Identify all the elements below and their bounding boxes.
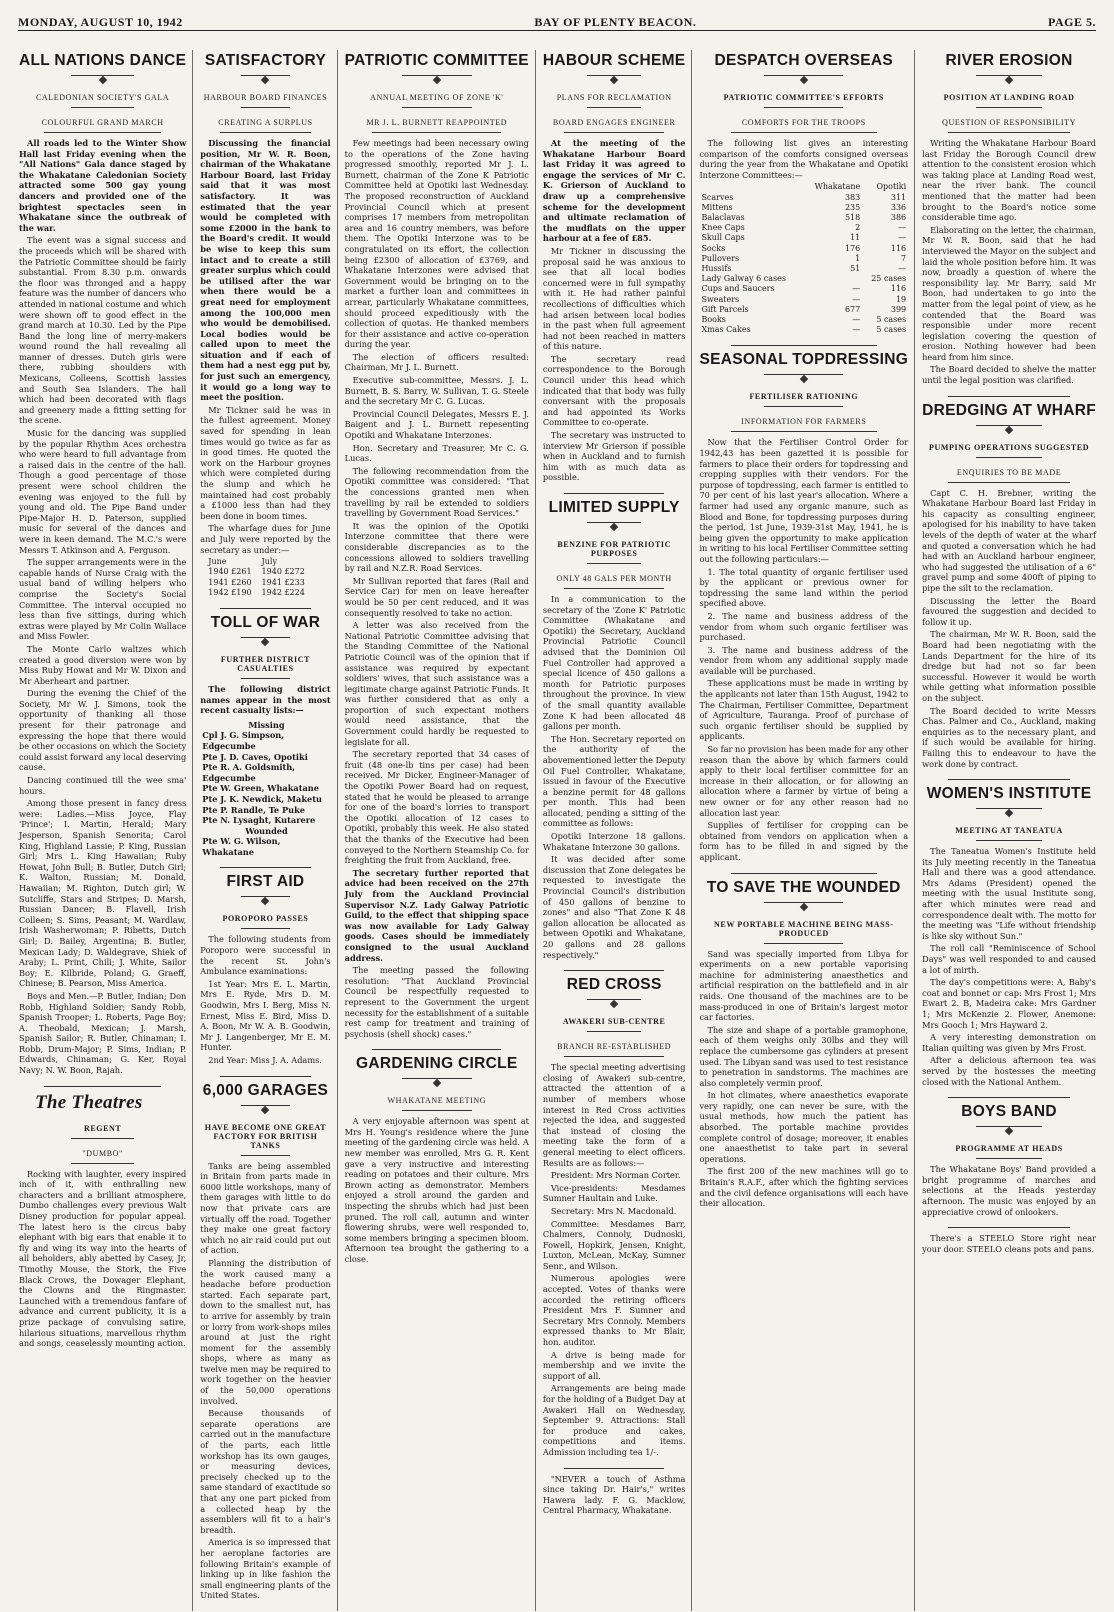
subheading: CALEDONIAN SOCIETY'S GALA — [35, 93, 170, 102]
cell: — — [852, 325, 861, 335]
cell: 518 — [844, 212, 861, 222]
cell: 383 — [844, 192, 861, 202]
paragraph: The first 200 of the new machines will go to Britain's R.A.F., after which the fighting services and the civil defence organisations will each have their allocation. — [699, 1166, 909, 1209]
article-red-cross — [543, 976, 686, 1457]
list-caption: Missing — [248, 719, 285, 730]
cell: Sweaters — [701, 294, 740, 304]
list-item: Pte J. D. Caves, Opotiki — [202, 751, 308, 762]
subheading: COLOURFUL GRAND MARCH — [41, 118, 164, 127]
cell: 11 — [850, 233, 861, 243]
paragraph: Mr Tickner in discussing the proposal said he was anxious to see that all local bodies concerned were in full sympathy with it. He had rather painful recollections of difficulties which had arisen between local bodies in the past when full agreement had not been reached in matters of this nature. — [542, 245, 686, 352]
subheading: BRANCH RE-ESTABLISHED — [557, 1042, 672, 1052]
paragraph: It was decided after some discussion that Zone delegates be requested to investigate the Provincial Council's distribution of 450 gallons of benzine to zones" and also "That Zone K 48 gallon allocation be allocated as between Opotiki and Whakatane, 20 gallons and 28 gallons respectively." — [542, 854, 686, 960]
cell: 5 cases — [876, 315, 907, 325]
headline: GARDENING CIRCLE — [356, 1055, 518, 1073]
headline: FIRST AID — [226, 873, 305, 891]
paragraph: Sand was specially imported from Libya for experiments on a new portable vaporising machine for administering anaesthetics and artificial respiration on the battlefield and in air raids. One thousand of the machines are to be mass-produced in one of Britain's largest motor car factories. — [699, 948, 909, 1023]
cell: Knee Caps — [701, 223, 745, 233]
article-theatres — [19, 1092, 186, 1349]
paragraph: 1. The total quantity of organic fertiliser used by the applicant or previous owner for topdressing the same land within the period specified above. — [699, 566, 909, 609]
paragraph: The event was a signal success and the proceeds which will be shared with the Patriotic Committee should be fairly substantial. From 8.30 p.m. onwards the floor was thronged and a happy feature was the number of dancers who attended in national costume and which were shown off to good effect in the grand march at 10.30. Led by the Pipe Band the long line of merry-makers wound round the hall revealing all manner of dresses. Dutch girls were there, rubbing shoulders with Mexicans, Colleens, Scottish lassies and South Sea Islanders. The hall which had been decorated with flags and greenery made a fitting setting for the scene. — [19, 235, 187, 426]
cell: 7 — [901, 253, 907, 263]
table-row — [699, 274, 908, 284]
article-toll-of-war — [200, 614, 330, 858]
paragraph: Tanks are being assembled in Britain from parts made in 6000 little workshops, many of them garages with little to do now that private cars are virtually off the road. Together they make one great factory which no air raid could put out of action. — [200, 1160, 331, 1256]
article-limited-supply — [543, 499, 686, 960]
cell: 5 cases — [876, 325, 907, 335]
article-despatch-overseas — [699, 52, 908, 335]
paragraph: Capt C. H. Brebner, writing the Whakatane Harbour Board last Friday in his capacity as consulting engineer, apologised for his inability to have taken levels of the depth of water at the wharf and quoted a conversation which he had had with an Auckland harbour engineer, who had suggested the utilisation of a 6" gravel pump and some 400ft of piping to pipe the silt to the reclamation. — [922, 487, 1096, 593]
table-row — [699, 315, 908, 325]
cell: 116 — [890, 243, 907, 253]
table-row — [699, 284, 908, 294]
list-item: Pte W. G. Wilson, Whakatane — [202, 836, 281, 857]
cell: Skull Caps — [701, 233, 745, 243]
column-1 — [12, 50, 193, 1611]
subheading: ANNUAL MEETING OF ZONE 'K' — [370, 93, 504, 102]
table-row — [699, 233, 908, 243]
table-row — [699, 295, 908, 305]
paragraph: Mr Sullivan reported that fares (Rail and Service Car) for men on leave hereafter would be 50 per cent reduced, and it was consequently resolved to take no action. — [344, 575, 529, 618]
paragraph: At the meeting of the Whakatane Harbour Board last Friday it was agreed to engage the services of Mr C. K. Grierson of Auckland to draw up a comprehensive scheme for the development and ultimate reclamation of the mudflats on the upper harbour at a fee of £85. — [542, 138, 686, 244]
paragraph: Hon. Secretary and Treasurer, Mr C. G. Lucas. — [344, 442, 529, 464]
article-satisfactory — [200, 52, 330, 598]
subheading: PLANS FOR RECLAMATION — [556, 93, 672, 102]
column-4 — [536, 50, 693, 1611]
paragraph: The secretary further reported that advice had been received on the 27th July from the Auckland Provincial Supervisor N.Z. Lady Galway Patriotic Guild, to the effect that shipping space was now available for Lady Galway goods. Cases should be immediately consigned to the usual Auckland address. — [344, 867, 529, 963]
headline: The Theatres — [35, 1091, 143, 1113]
paragraph: Writing the Whakatane Harbour Board last Friday the Borough Council drew attention to the consistent erosion which was taking place at Landing Road west, near the river bank. The council mentioned that the matter had been brought to the Board's notice some considerable time ago. — [922, 138, 1096, 223]
paragraph: Few meetings had been necessary owing to the operations of the Zone having progressed smoothly, reported Mr J. L. Burnett, chairman of the Zone K Patriotic Committee held at Opotiki last Wednesday. The proposed reconstruction of Auckland Provincial Council which at present comprises 17 members from metropolitan area and 16 country members, was before them. The Opotiki Interzone was to be congratulated on its effort, the collection being £2300 of allocation of £3769, and Whakatane Interzones were advised that Government would be bringing on to the market a further loan and committees in arrear, particularly Whakatane committees, should proceed expeditiously with the collection of quotas. He thanked members for their assistance and active co-operation during the year. — [344, 138, 529, 350]
article-boys-band — [922, 1103, 1096, 1217]
paragraph: A letter was also received from the National Patriotic Committee advising that the Standing Committee of the National Patriotic Council was of the opinion that if assistance was required by expectant soldiers' wives, that such assistance was a legitimate charge against Patriotic Funds. It was further considered that as only a proportion of such expectant mothers would need assistance, that the Government could hardly be requested to legislate for all. — [344, 620, 529, 747]
subheading: COMFORTS FOR THE TROOPS — [741, 118, 866, 127]
article-garages — [200, 1082, 330, 1601]
wharfage-table — [208, 557, 315, 598]
paragraph: The election of officers resulted: Chairman, Mr J. L. Burnett. — [344, 351, 529, 373]
cell: Socks — [701, 243, 726, 253]
table-row — [699, 254, 908, 264]
cell: 1940 £261 — [208, 567, 252, 577]
paragraph: Planning the distribution of the work caused many a headache before production started. Each separate part, down to the smallest nut, has to arrive for assembly by train or lorry from work-shops miles around at just the right moment for the assembly shops, where as many as twelve men may be required to work together on the heavier of the 50,000 operations involved. — [200, 1257, 331, 1406]
steelo-advert: There's a STEELO Store right near your door. STEELO cleans pots and pans. — [922, 1233, 1096, 1254]
paragraph: Supplies of fertiliser for cropping can be obtained from vendors on application when a form has to be filled in and signed by the applicant. — [699, 820, 909, 862]
paragraph: After a delicious afternoon tea was served by the hostesses the meeting closed with the National Anthem. — [922, 1055, 1096, 1087]
paragraph: A drive is being made for membership and we invite the support of all. — [542, 1349, 686, 1381]
subheading: FERTILISER RATIONING — [749, 392, 859, 402]
paragraph: President: Mrs Norman Corter. — [550, 1170, 681, 1181]
paragraph: The following students from Poroporo were successful in the recent St. John's Ambulance examinations: — [200, 934, 331, 977]
subheading: WHAKATANE MEETING — [387, 1096, 487, 1106]
paragraph: The following recommendation from the Opotiki committee was considered: "That the concessions granted men when travelling by rail be extended to soldiers travelling by Government Road Services." — [344, 465, 529, 519]
subheading: REGENT — [83, 1123, 122, 1133]
subheading: ENQUIRIES TO BE MADE — [956, 467, 1062, 477]
cell: 51 — [850, 264, 861, 273]
cell: Cups and Saucers — [701, 284, 775, 294]
article-first-aid — [200, 873, 330, 1065]
asthma-advert: "NEVER a touch of Asthma since taking Dr. Hair's," writes Hawera lady. F. G. Macklow, Central Pharmacy, Whakatane. — [542, 1473, 686, 1516]
list-caption: Wounded — [245, 825, 288, 836]
cell: 1941 £233 — [261, 577, 305, 587]
cell: — — [898, 264, 907, 273]
cell: 2 — [855, 223, 861, 233]
paragraph: 1st Year: Mrs E. L. Martin, Mrs E. Ryde, Mrs D. M. Goodwin, Mrs I. Berg, Miss N. Ernest, Miss E. Bird, Miss D. A. Boon, Mr W. A. B. Goodwin, Mr J. Langenberger, Mr E. M. Hunter. — [200, 978, 331, 1053]
article-patriotic-committee — [345, 52, 529, 1039]
column-3 — [338, 50, 536, 1611]
headline: RIVER EROSION — [945, 52, 1073, 69]
subheading: PATRIOTIC COMMITTEE'S EFFORTS — [723, 93, 884, 102]
cell: 1942 £224 — [261, 587, 305, 597]
cell: 311 — [890, 192, 907, 202]
subheading: HARBOUR BOARD FINANCES — [203, 93, 328, 102]
subheading: BOARD ENGAGES ENGINEER — [552, 118, 676, 127]
cell: Mittens — [701, 202, 733, 212]
subheading: MEETING AT TANEATUA — [955, 826, 1063, 836]
cell: 336 — [890, 202, 907, 212]
subheading: AWAKERI SUB-CENTRE — [562, 1017, 666, 1027]
paragraph: Opotiki Interzone 18 gallons. Whakatane Interzone 30 gallons. — [542, 831, 686, 852]
paragraph: Discussing the financial position, Mr W. R. Boon, chairman of the Whakatane Harbour Board, last Friday said that it was most satisfactory. It was estimated that the year would be completed with some £2000 in the bank to the Board's credit. It would be wise to keep this sum intact and to create a still greater surplus which could be utilised after the war when there would be a great need for employment among the 100,000 men who would be demobilised. Local bodies would be called upon to meet the situation and if each of them had a nest egg put by, for just such an emergency, it would go a long way to meet the position. — [200, 138, 331, 403]
table-row — [699, 213, 908, 223]
subheading: POSITION AT LANDING ROAD — [943, 93, 1075, 102]
cell: 1940 £272 — [261, 567, 305, 577]
paragraph: All roads led to the Winter Show Hall last Friday evening when the "All Nations" Gala dance staged by the Whakatane Caledonian Society attracted some 500 gay young dancers and provided one of the brightest spectacles seen in Whakatane since the outbreak of the war. — [19, 138, 187, 233]
subheading: HAVE BECOME ONE GREAT FACTORY FOR BRITISH TANKS — [204, 1122, 327, 1150]
cell — [804, 274, 863, 284]
paragraph: The chairman, Mr W. R. Boon, said the Board had been negotiating with the Lands Department for the hire of its dredge but had not so far been successful. However it would be worth while getting what information possible on the subject. — [922, 629, 1096, 703]
table-row — [699, 244, 908, 254]
headline: TOLL OF WAR — [210, 613, 321, 631]
cell: 1941 £260 — [208, 577, 252, 587]
paragraph: Boys and Men.—P. Butler, Indian; Don Robb, Highland Soldier; Sandy Robb, Spanish Trooper; L. Roberts, Page Boy; A. Theobald, Mexican; J. Marsh, Spanish Sailor; R. Butler, Chinaman; I. Robb, Drum-Major; P. Sims, Indian; P. Edwards, Chinaman; G. Ker, Royal Navy; N. W. Boon, Rajah. — [19, 990, 187, 1076]
subheading: CREATING A SURPLUS — [218, 118, 313, 127]
paragraph: The day's competitions were: A, Baby's coat and bonnet or cap: Mrs Frost 1; Mrs Ewart 2. B, Madeira cake: Mrs Gardner 1; Mrs McKenzie 2. Flower, Anemone: Mrs Gooch 1; Mrs Hayward 2. — [922, 977, 1096, 1030]
list-item: Pte P. Randle, Te Puke — [202, 804, 305, 815]
subheading: PUMPING OPERATIONS SUGGESTED — [928, 442, 1090, 452]
paragraph: The supper arrangements were in the capable hands of Nurse Craig with the usual band of willing helpers who comprise the Society's Social Committee. The interval occupied no less than five sittings, during which extras were played by Mr Colin Wallace and Miss Fowler. — [19, 557, 187, 642]
article-seasonal-topdressing — [699, 351, 908, 862]
paragraph: The Hon. Secretary reported on the authority of the abovementioned letter the Deputy Oil Fuel Controller, Whakatane, issued in favour of the Executive a benzine permit for 48 gallons per month. This had been allocated, pending a sitting of the committee as follows: — [542, 733, 686, 829]
paragraph: Among those present in fancy dress were: Ladies.—Miss Joyce, Flay 'Prince'; I. Martin, Herald; Mary Jesperson, Spanish Senorita; Carol King, Highland Lassie; P. King, Russian Girl; Mrs L. King Hawaiian; Ruby Howat, John Bull; B. Butler, Dutch Girl; K. Walton, Russian; M. Donald, Hawaiian; M. Righton, Dutch girl; W. Sutcliffe, Stars and Stripes; D. Marsh, Russian Dancer; B. Flavell, Irish Colleen; S. Sims, Peasant; M. Wardlaw, Irish Washerwoman; P. Ribetts, Dutch Girl; D. Bailey, Argentina; B. Butler, Mexican Lady; D. Waldegrave, Shiek of Araby; L. Print, Chili; J. White, Sailor Boy; E. Kilbride, Poland; G. Graeff, Chinese; B. Pearson, Miss America. — [19, 798, 187, 989]
headline: BOYS BAND — [961, 1103, 1057, 1121]
subheading: QUESTION OF RESPONSIBILITY — [942, 118, 1076, 127]
paragraph: 2. The name and business address of the vendor from whom such organic fertiliser was purchased. — [699, 610, 909, 643]
cell: Books — [701, 315, 726, 325]
paragraph: Music for the dancing was supplied by the popular Rhythm Aces orchestra who were heard to full advantage from a raised dais in the centre of the hall. Though a good percentage of those present were school children the evening was enjoyed to the full by young and old. The Pipe Band under Pipe-Major H. D. Paterson, supplied music for several of the dances and were in keen demand. The M.C.'s were Messrs T. Atkinson and A. Ferguson. — [19, 428, 187, 555]
paragraph: The meeting passed the following resolution: "That Auckland Provincial Council be respectfully requested to represent to the Government the urgent necessity for the establishment of a suitable rest camp for treatment and training of psychosis (shell shock) cases." — [344, 965, 529, 1039]
paragraph: Mr Tickner said he was in the fullest agreement. Money saved for spending in lean times would go twice as far as in good times. He quoted the work on the Harbour groynes which were completed during the slump and which he maintained had cost probably a £1000 less than had they been done in boom times. — [200, 404, 331, 521]
article-harbour-scheme — [543, 52, 686, 483]
paragraph: A very interesting demonstration on Italian quilting was given by Mrs Frost. — [922, 1032, 1096, 1053]
paragraph: The secretary read correspondence to the Borough Council under this head which indicated that that body was fully conversant with the proposals and had appointed its Works Committee to co-operate. — [542, 353, 686, 428]
list-item: Pte J. K. Newdick, Maketu — [202, 793, 322, 804]
headline: PATRIOTIC COMMITTEE — [344, 52, 529, 69]
col-header: July — [261, 557, 277, 567]
column-5 — [692, 50, 915, 1611]
paragraph: So far no provision has been made for any other reason than the above by which farmers could apply to their local fertiliser committee for an increase in their allocation, or for allowing an allocation where a farmer by virtue of being a new owner or for any other reason had no allocation last year. — [699, 744, 909, 818]
casualty-list — [200, 720, 330, 858]
headline: SEASONAL TOPDRESSING — [699, 351, 909, 369]
paragraph: Numerous apologies were accepted. Votes of thanks were accorded the retiring officers President Mrs F. Sumner and Secretary Mrs Connoly. Members expressed thanks to Mr Blair, hon. auditor. — [542, 1273, 686, 1348]
list-item: Pte N. Lysaght, Kutarere — [202, 815, 316, 826]
paragraph: It was the opinion of the Opotiki Interzone committee that there were considerable discrepancies as to the concessions allowed to soldiers travelling by rail and N.Z.R. Road Services. — [344, 520, 529, 574]
table-row — [699, 325, 908, 335]
cell: 386 — [890, 212, 907, 222]
subheading: INFORMATION FOR FARMERS — [741, 417, 867, 427]
article-river-erosion — [922, 52, 1096, 386]
cell: 1 — [855, 253, 861, 263]
paragraph: Because thousands of separate operations are carried out in the manufacture of the parts, each little workshop has its own gauges, or measuring devices, precisely checked up to the same standard of exactitude so that any one part picked from a collected heap by the assemblers will fit to a hair's breadth. — [200, 1408, 331, 1535]
cell: Pullovers — [701, 253, 740, 263]
cell: — — [898, 223, 907, 233]
headline: SATISFACTORY — [204, 52, 327, 69]
paragraph: During the evening the Chief of the Society, Mr W. J. Simons, took the opportunity of thanking all those present for their patronage and expressing the hope that there would be other occasions on which the Society could assist forward any local deserving cause. — [19, 688, 187, 773]
paragraph: These applications must be made in writing by the applicants not later than 15th August, 1942 to The Chairman, Fertiliser Committee, Department of Agriculture, Tauranga. Proof of purchase of such organic fertiliser should be supplied by applicants. — [699, 678, 909, 742]
paragraph: 3. The name and business address of the vendor from whom any additional supply made available will be purchased. — [699, 644, 909, 676]
table-row — [699, 203, 908, 213]
masthead-page: PAGE 5. — [1048, 15, 1096, 29]
paragraph: Committee: Mesdames Barr, Chalmers, Connoly, Dudnoski, Fowell, Hopkirk, Jensen, Knight, Luxton, McLean, McKay, Sumner Senr., and Wilson. — [542, 1218, 686, 1271]
paragraph: The size and shape of a portable gramophone, each of them weighs only 30lbs and they will replace the cumbersome gas cylinders at present used. The Libyan sand was used to test resistance to penetration in sandstorms. The machines are also completely vermin proof. — [699, 1024, 909, 1088]
col-header: Whakatane — [814, 182, 861, 192]
cell: 19 — [895, 294, 907, 304]
article-save-the-wounded — [699, 879, 908, 1209]
cell: Gift Parcels — [701, 304, 749, 314]
col-header: June — [208, 557, 227, 567]
article-all-nations-dance — [19, 52, 186, 1076]
table-row — [699, 193, 908, 203]
table-row — [699, 223, 908, 233]
headline: DESPATCH OVERSEAS — [714, 52, 894, 69]
comforts-table — [699, 182, 908, 335]
cell: — — [898, 233, 907, 243]
paragraph: The Taneatua Women's Institute held its July meeting recently in the Taneatua Hall and there was a good attendance. Mrs Adams (President) opened the meeting with the usual Institute song, after which minutes were read and correspondence dealt with. The motto for the meeting was "Life without friendship is like sky without Sun." — [922, 846, 1096, 941]
article-dredging-at-wharf — [922, 402, 1096, 769]
paragraph: The wharfage dues for June and July were reported by the secretary as under:— — [200, 523, 331, 555]
headline: WOMEN'S INSTITUTE — [926, 785, 1092, 803]
cell: Hussifs — [701, 264, 732, 273]
paragraph: The following list gives an interesting comparison of the comforts consigned overseas during the year from the Whakatane and Opotiki Interzone Committees:— — [699, 138, 909, 180]
paragraph: In a communication to the secretary of the 'Zone K' Patriotic Committee (Whakatane and Opotiki) the Secretary, Auckland Provincial Patriotic Council advised that the Dominion Oil Fuel Controller had approved a special licence of 450 gallons a month for Patriotic purposes throughout the province. In view of the small quantity available Zone K had been allocated 48 gallons per month. — [542, 594, 686, 732]
paragraph: A very enjoyable afternoon was spent at Mrs H. Young's residence where the June meeting of the gardening circle was held. A new member was enrolled, Mrs G. R. Kent gave a very instructive and interesting reading on potatoes and their culture. Mrs Brown acting as demonstrator. Members enjoyed a stroll around the garden and inspecting the shrubs which had just been pruned. The roll call, autumn and winter flowering shrubs, were well responded to, some members bringing a specimen bloom. Afternoon tea brought the gathering to a close. — [344, 1116, 529, 1264]
subheading: MR J. L. BURNETT REAPPOINTED — [366, 118, 508, 127]
article-gardening-circle — [345, 1055, 529, 1264]
subheading: BENZINE FOR PATRIOTIC PURPOSES — [557, 540, 671, 558]
paragraph: The Whakatane Boys' Band provided a bright programme of marches and selections at the Heads yesterday afternoon. The music was enjoyed by an appreciative crowd of onlookers. — [922, 1164, 1096, 1217]
table-row — [699, 305, 908, 315]
paragraph: 2nd Year: Miss J. A. Adams. — [208, 1055, 322, 1065]
subheading: PROGRAMME AT HEADS — [955, 1144, 1063, 1154]
cell: Xmas Cakes — [701, 325, 751, 335]
column-6 — [915, 50, 1102, 1611]
paragraph: The following district names appear in the most recent casualty lists:— — [200, 683, 331, 716]
headline: 6,000 GARAGES — [202, 1081, 329, 1099]
cell: 399 — [890, 304, 907, 314]
paragraph: The Board decided to write Messrs Chas. Palmer and Co., Auckland, making enquiries as to the necessary plant, and if such would be available for hiring. Failing this to endeavour to have the work done by contract. — [922, 705, 1096, 769]
table-row — [699, 264, 908, 274]
paragraph: Now that the Fertiliser Control Order for 1942,43 has been gazetted it is possible for farmers to place their orders for topdressing and cropping supplies with their vendors. For the purpose of topdressing, each farmer is entitled to 70 per cent of his last year's allocation. Where a farmer had used any organic manure, such as Blood and Bone, for topdressing purposes during the period, 1st June, 1939-31st May, 1941, he is being given the opportunity to make application in writing to his local Fertiliser Committee setting out the following particulars:— — [699, 437, 909, 564]
headline: LIMITED SUPPLY — [548, 499, 680, 516]
cell: 677 — [844, 304, 861, 314]
cell: — — [852, 294, 861, 304]
paragraph: The roll call "Reminiscence of School Days" was well responded to and caused a lot of mirth. — [922, 943, 1096, 975]
cell: 1942 £190 — [208, 587, 252, 597]
subheading: ONLY 48 GALS PER MONTH — [556, 574, 672, 583]
masthead-date: MONDAY, AUGUST 10, 1942 — [18, 15, 183, 29]
paragraph: The secretary was instructed to interview Mr Grierson if possible when in Auckland and to furnish him with as much data as possible. — [542, 430, 686, 483]
paragraph: Executive sub-committee, Messrs. J. L. Burnett, B. S. Barry, W. Sullivan, T. G. Steele and the secretary Mr C. G. Lucas. — [344, 375, 529, 407]
paragraph: Secretary: Mrs N. Macdonald. — [550, 1205, 677, 1216]
cell: 25 cases — [871, 274, 907, 284]
cell: — — [852, 315, 861, 325]
headline: HABOUR SCHEME — [542, 52, 686, 69]
columns — [12, 50, 1102, 1602]
cell: — — [852, 284, 861, 294]
paragraph: Dancing continued till the wee sma' hours. — [19, 775, 187, 796]
paragraph: In hot climates, where anaesthetics evaporate very rapidly, one can never be sure, with the usual methods, how much the patient has absorbed. The portable machine provides complete control of dosage; moreover, it enables one anaesthetist to take part in several operations. — [699, 1090, 909, 1164]
headline: RED CROSS — [566, 976, 662, 994]
subheading: POROPORO PASSES — [222, 914, 309, 924]
cell: 116 — [890, 284, 907, 294]
subheading: "DUMBO" — [82, 1148, 123, 1158]
cell: Scarves — [701, 192, 734, 202]
list-item: Pte W. Green, Whakatane — [202, 783, 319, 794]
paragraph: The secretary reported that 34 cases of fruit (48 one-lb tins per case) had been received. Mr Dicker, Engineer-Manager of the Opotiki Power Board had on request, stated that he would be pleased to arrange for one of the board's lorries to transport the Opotiki allocation of 12 cases to Opotiki, probably this week. He also stated that the thanks of the Executive had been conveyed to the Northern Steamship Co. for freighting the fruit from Auckland, free. — [344, 749, 529, 866]
cell: Lady Galway 6 cases — [701, 274, 786, 284]
paragraph: Elaborating on the letter, the chairman, Mr W. R. Boon, said that he had interviewed the Mayor on the subject and laid the whole position before him. It was now, broadly a question of where the responsibility lay. Mr Barry, said Mr Boon, had undertaken to go into the matter from the legal point of view, as he contended that the Board was responsible under more recent legislation covering the question of erosion. Nothing however had been heard from him since. — [922, 224, 1097, 362]
list-item: Pte R. A. Goldsmith, Edgecumbe — [202, 762, 296, 783]
masthead-paper: BAY OF PLENTY BEACON. — [534, 15, 697, 29]
paragraph: The Monte Carlo waltzes which created a good diversion were won by Miss Ruby Howat and Mr W. Dixon and Mr Aberheart and partner. — [19, 643, 187, 686]
list-item: Cpl J. G. Simpson, Edgecumbe — [202, 730, 285, 751]
paragraph: Discussing the letter the Board favoured the suggestion and decided to follow it up. — [922, 595, 1096, 627]
subheading: FURTHER DISTRICT CASUALTIES — [220, 654, 311, 673]
paragraph: Arrangements are being made for the holding of a Budget Day at Awakeri Hall on Wednesday, September 9. Attractions: Stall for produce and cakes, competitions and items. Admission including tea 1/-. — [542, 1383, 686, 1457]
headline: ALL NATIONS DANCE — [19, 52, 187, 69]
paragraph: Rocking with laughter, every inspired inch of it, with enthralling new characters and a brilliant atmosphere, Dumbo challenges every previous Walt Disney production for popular appeal. The latest hero is the circus baby elephant with big ears that enable it to fly and wing its way into the hearts of all beholders, ably abetted by Casey, Jr, Timothy Mouse, the Stork, the Five Black Crows, the Dowager Elephant, the Clowns and the Ringmaster. Launched with a tremendous fanfare of advance and current publicity, it is a prize package of convulsing satire, hilarious situations, marvellous rhythm and songs, ceaselessly mounting action. — [19, 1168, 187, 1349]
paragraph: Provincial Council Delegates, Messrs E. J. Baigent and J. L. Burnett repesenting Opotiki and Whakatane Interzones. — [344, 408, 529, 441]
headline: DREDGING AT WHARF — [922, 401, 1096, 419]
article-womens-institute — [922, 785, 1096, 1087]
paragraph: Vice-presidents: Mesdames Sumner Haultain and Luke. — [542, 1182, 686, 1204]
headline: TO SAVE THE WOUNDED — [706, 878, 901, 896]
paragraph: The Board decided to shelve the matter until the legal position was clarified. — [922, 364, 1096, 386]
masthead — [18, 4, 1096, 31]
cell: 235 — [844, 202, 861, 212]
cell: 176 — [844, 243, 861, 253]
subheading: NEW PORTABLE MACHINE BEING MASS-PRODUCED — [714, 919, 894, 938]
paragraph: America is so impressed that her aeroplane factories are following Britain's example of linking up in like fashion the small engineering plants of the United States. — [200, 1537, 331, 1601]
column-2 — [193, 50, 337, 1611]
col-header: Opotiki — [876, 182, 907, 192]
cell: Balaclavas — [701, 212, 745, 222]
paragraph: The special meeting advertising closing of Awakeri sub-centre, attracted the attention of a number of members whose interest in Red Cross activities rejected the idea, and suggested that instead of closing the meeting take the form of a general meeting to elect officers. Results are as follows:— — [542, 1062, 686, 1168]
